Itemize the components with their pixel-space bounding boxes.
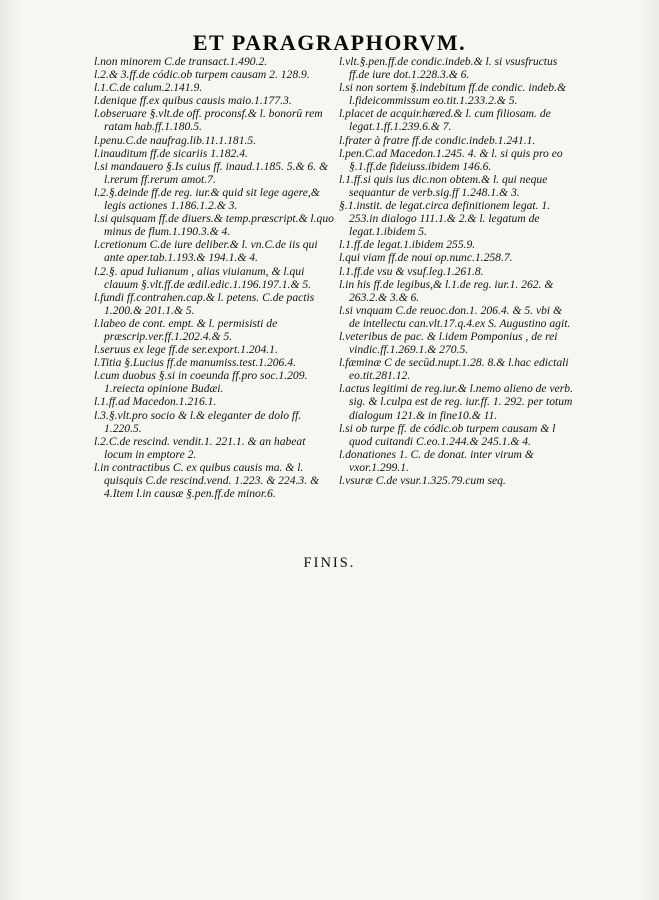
index-entry: l.non minorem C.de transact.1.490.2.	[94, 55, 268, 68]
index-entry: l.cretionum C.de iure deliber.& l. vn.C.de iis qui ante aper.tab.1.193.& 194.1.& 4.	[94, 238, 318, 265]
running-header: ET PARAGRAPHORVM.	[192, 30, 467, 55]
index-entry: l.2.C.de rescind. vendit.1. 221.1. & an habeat locum in emptore 2.	[94, 434, 306, 461]
index-entry: l.Titia §.Lucius ff.de manumiss.test.1.206.4.	[94, 356, 296, 370]
index-entry: l.vlt.§.pen.ff.de condic.indeb.& l. si vsusfructus ff.de iure dot.1.228.3.& 6.	[339, 55, 558, 82]
index-entry: l.1.ff.si quis ius dic.non obtem.& l. qui neque sequantur de verb.sig.ff 1.248.1.& 3.	[339, 172, 548, 199]
index-entry: l.obseruare §.vlt.de off. proconsf.& l. bonorū rem ratam hab.ff.1.180.5.	[94, 107, 323, 134]
index-entry: l.cum duobus §.si in coeunda ff.pro soc.1.209. 1.reiecta opinione Budæi.	[94, 369, 308, 396]
index-entry: l.fundi ff.contrahen.cap.& l. petens. C.de pactis 1.200.& 201.1.& 5.	[94, 290, 315, 317]
index-entry: l.2.§. apud Iulianum , alias viuianum, & l.qui clauum §.vlt.ff.de ædil.edic.1.196.197.1.& 5.	[94, 264, 312, 291]
finis-colophon: FINIS.	[303, 555, 356, 571]
index-entry: §.1.instit. de legat.circa definitionem legat. 1. 253.in dialogo 111.1.& 2.& l. legatum de legat.1.ibidem 5.	[339, 199, 551, 239]
index-entry: l.1.ff.ad Macedon.1.216.1.	[94, 395, 217, 409]
index-column-left	[94, 55, 334, 500]
index-entry: l.veteribus de pac. & l.idem Pomponius , de rei vindic.ff.1.269.1.& 270.5.	[339, 329, 558, 357]
index-entry: l.actus legitimi de reg.iur.& l.nemo alieno de verb. sig. & l.culpa est de reg. iur.ff. 1. 292. per totum dialogum 121.& in fine10.& 11.	[339, 382, 573, 422]
index-entry: l.pen.C.ad Macedon.1.245. 4. & l. si quis pro eo §.1.ff.de fideiuss.ibidem 146.6.	[339, 146, 563, 173]
index-entry: l.in contractibus C. ex quibus causis ma. & l. quisquis C.de rescind.vend. 1.223. & 224.3. & 4.Item l.in causæ §.pen.ff.de minor.6.	[94, 460, 320, 501]
index-entry: l.inauditum ff.de sicariis 1.182.4.	[94, 146, 248, 160]
index-entry: l.1.ff.de vsu & vsuf.leg.1.261.8.	[339, 264, 484, 278]
index-entry: l.si quisquam ff.de diuers.& temp.præscript.& l.quo minus de flum.1.190.3.& 4.	[94, 212, 334, 239]
index-entry: l.si non sortem §.indebitum ff.de condic. indeb.& l.fideicommissum eo.tit.1.233.2.& 5.	[339, 81, 567, 108]
index-entry: l.frater à fratre ff.de condic.indeb.1.241.1.	[339, 133, 536, 147]
index-entry: l.1.ff.de legat.1.ibidem 255.9.	[339, 238, 476, 252]
index-entry: l.qui viam ff.de noui op.nunc.1.258.7.	[339, 251, 513, 265]
index-column-right	[339, 55, 573, 487]
index-entry: l.si ob turpe ff. de códic.ob turpem causam & l quod cuitandi C.eo.1.244.& 245.1.& 4.	[339, 421, 556, 448]
index-entry: l.denique ff.ex quibus causis maio.1.177.3.	[94, 94, 292, 108]
index-entry: l.penu.C.de naufrag.lib.11.1.181.5.	[94, 133, 257, 147]
index-entry: l.donationes 1. C. de donat. inter virum & vxor.1.299.1.	[339, 447, 534, 474]
index-entry: l.in his ff.de legibus,& l.1.de reg. iur.1. 262. & 263.2.& 3.& 6.	[339, 277, 554, 304]
index-entry: l.vsuræ C.de vsur.1.325.79.cum seq.	[339, 474, 506, 487]
index-entry: l.3.§.vlt.pro socio & l.& eleganter de dolo ff. 1.220.5.	[94, 408, 302, 435]
index-entry: l.fæminæ C de secūd.nupt.1.28. 8.& l.hac edictali eo.tit.281.12.	[339, 356, 569, 383]
index-entry: l.placet de acquir.hæred.& l. cum filiosam. de legat.1.ff.1.239.6.& 7.	[339, 107, 551, 134]
index-entry: l.2.& 3.ff.de códic.ob turpem causam 2. 128.9.	[94, 68, 310, 82]
index-entry: l.si mandauero §.Is cuius ff. inaud.1.185. 5.& 6. & l.rerum ff.rerum amot.7.	[94, 159, 329, 186]
index-entry: l.labeo de cont. empt. & l. permisisti de præscrip.ver.ff.1.202.4.& 5.	[94, 316, 278, 343]
index-entry: l.2.§.deinde ff.de reg. iur.& quid sit lege agere,& legis actiones 1.186.1.2.& 3.	[94, 185, 320, 213]
index-entry: l.si vnquam C.de reuoc.don.1. 206.4. & 5. vbi & de intellectu can.vlt.17.q.4.ex S. Augustino agit.	[339, 303, 571, 330]
index-entry: l.1.C.de calum.2.141.9.	[94, 81, 203, 95]
index-entry: l.seruus ex lege ff.de ser.export.1.204.1.	[94, 343, 278, 357]
